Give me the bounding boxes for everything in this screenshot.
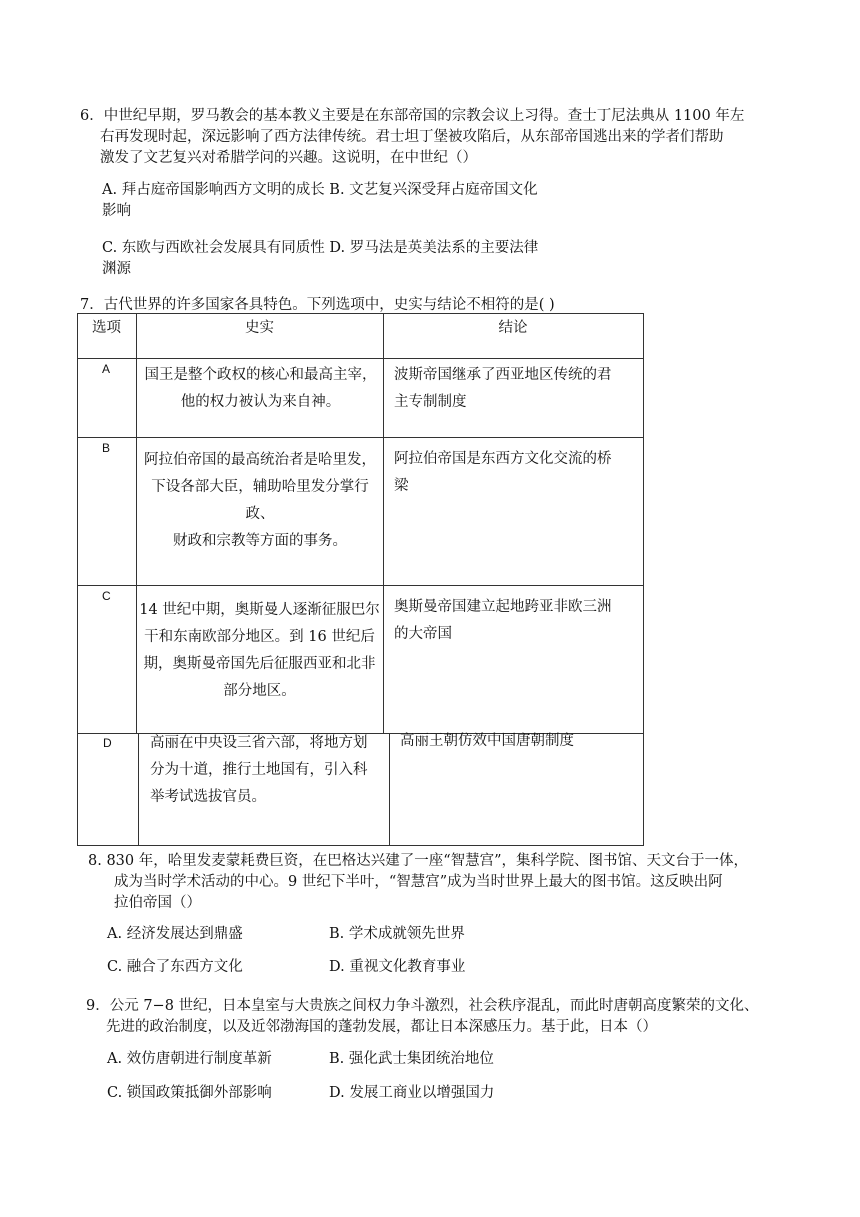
q6-stem-line-1: 6．中世纪早期，罗马教会的基本教义主要是在东部帝国的宗教会议上习得。查士丁尼法典从 1100 年左 bbox=[80, 108, 745, 124]
q9-option-d: D. 发展工商业以增强国力 bbox=[329, 1085, 495, 1101]
fact-line: 阿拉伯帝国的最高统治者是哈里发， bbox=[144, 452, 376, 468]
conclusion-line: 阿拉伯帝国是东西方文化交流的桥 bbox=[394, 451, 612, 467]
q8-option-c: C. 融合了东西方文化 bbox=[107, 959, 243, 975]
q6-option-cd-line-1: C. 东欧与西欧社会发展具有同质性 D. 罗马法是英美法系的主要法律 bbox=[102, 240, 539, 256]
conclusion-line: 高丽王朝仿效中国唐朝制度 bbox=[400, 733, 574, 749]
table-row-a-option: A bbox=[102, 362, 111, 376]
fact-line: 财政和宗教等方面的事务。 bbox=[173, 533, 347, 549]
table-row-b-conclusion bbox=[394, 446, 639, 500]
q6-option-ab-line-2: 影响 bbox=[102, 203, 131, 219]
table-col2-divider-d bbox=[389, 733, 390, 846]
q8-stem-line-2: 成为当时学术活动的中心。9 世纪下半叶，“智慧宫”成为当时世界上最大的图书馆。这反映出阿 bbox=[114, 874, 723, 890]
q8-stem-line-3: 拉伯帝国（） bbox=[114, 895, 201, 911]
q7-stem: 7．古代世界的许多国家各具特色。下列选项中，史实与结论不相符的是( ) bbox=[80, 297, 555, 313]
table-row-divider-a bbox=[77, 437, 644, 438]
table-header-conclusion: 结论 bbox=[498, 320, 528, 336]
q6-option-ab-line-1: A. 拜占庭帝国影响西方文明的成长 B. 文艺复兴深受拜占庭帝国文化 bbox=[102, 182, 538, 198]
table-top-border bbox=[77, 313, 644, 314]
fact-line: 国王是整个政权的核心和最高主宰， bbox=[144, 367, 377, 383]
table-header-divider bbox=[77, 358, 644, 359]
conclusion-line: 奥斯曼帝国建立起地跨亚非欧三洲 bbox=[394, 599, 612, 615]
table-bottom-border bbox=[77, 845, 644, 846]
table-row-c-conclusion bbox=[394, 594, 639, 648]
conclusion-line: 梁 bbox=[394, 478, 409, 494]
table-row-c-fact bbox=[136, 597, 383, 705]
table-row-b-option: B bbox=[102, 441, 111, 455]
table-row-d-conclusion bbox=[400, 728, 640, 755]
table-row-d-fact bbox=[150, 730, 385, 811]
q9-option-a: A. 效仿唐朝进行制度革新 bbox=[107, 1051, 272, 1067]
q9-stem-line-1: 9．公元 7−8 世纪，日本皇室与大贵族之间权力争斗激烈，社会秩序混乱，而此时唐朝高度繁荣的文化、 bbox=[86, 998, 759, 1014]
q8-option-b: B. 学术成就领先世界 bbox=[329, 926, 465, 942]
table-header-fact: 史实 bbox=[245, 320, 274, 336]
table-right-border bbox=[643, 313, 644, 846]
q8-option-a: A. 经济发展达到鼎盛 bbox=[107, 926, 243, 942]
fact-line: 期，奥斯曼帝国先后征服西亚和北非 bbox=[143, 656, 376, 672]
fact-line: 他的权力被认为来自神。 bbox=[180, 394, 341, 410]
q6-option-cd-line-2: 渊源 bbox=[102, 261, 131, 277]
q9-option-c: C. 锁国政策抵御外部影响 bbox=[107, 1085, 272, 1101]
table-row-d-option: D bbox=[103, 736, 112, 750]
table-row-a-conclusion bbox=[394, 362, 639, 416]
q6-stem-line-3: 激发了文艺复兴对希腊学问的兴趣。这说明，在中世纪（） bbox=[100, 150, 477, 166]
fact-line: 下设各部大臣，辅助哈里发分掌行政、 bbox=[151, 479, 369, 522]
q6-stem-line-2: 右再发现时起，深远影响了西方法律传统。君士坦丁堡被攻陷后，从东部帝国逃出来的学者们帮助 bbox=[100, 129, 724, 145]
fact-line: 部分地区。 bbox=[223, 683, 296, 699]
q8-stem-line-1: 8. 830 年，哈里发麦蒙耗费巨资，在巴格达兴建了一座“智慧宫”，集科学院、图书馆、天文台于一体， bbox=[88, 853, 749, 869]
fact-line: 举考试选拔官员。 bbox=[150, 789, 266, 805]
q9-option-b: B. 强化武士集团统治地位 bbox=[329, 1051, 494, 1067]
table-header-option: 选项 bbox=[92, 320, 121, 336]
table-row-a-fact bbox=[139, 362, 382, 416]
table-col1-divider-d bbox=[138, 733, 139, 846]
fact-line: 高丽在中央设三省六部，将地方划 bbox=[150, 735, 368, 751]
fact-line: 干和东南欧部分地区。到 16 世纪后 bbox=[144, 629, 375, 645]
fact-line: 14 世纪中期，奥斯曼人逐渐征服巴尔 bbox=[139, 602, 380, 618]
q9-stem-line-2: 先进的政治制度，以及近邻渤海国的蓬勃发展，都让日本深感压力。基于此，日本（） bbox=[106, 1019, 657, 1035]
fact-line: 分为十道，推行土地国有，引入科 bbox=[150, 762, 368, 778]
table-row-c-option: C bbox=[102, 589, 111, 603]
table-row-divider-b bbox=[77, 585, 644, 586]
conclusion-line: 波斯帝国继承了西亚地区传统的君 bbox=[394, 367, 612, 383]
conclusion-line: 主专制制度 bbox=[394, 394, 467, 410]
conclusion-line: 的大帝国 bbox=[394, 626, 452, 642]
table-row-b-fact bbox=[137, 447, 383, 555]
q8-option-d: D. 重视文化教育事业 bbox=[329, 959, 466, 975]
table-left-border bbox=[77, 313, 78, 846]
table-col2-divider bbox=[383, 313, 384, 733]
